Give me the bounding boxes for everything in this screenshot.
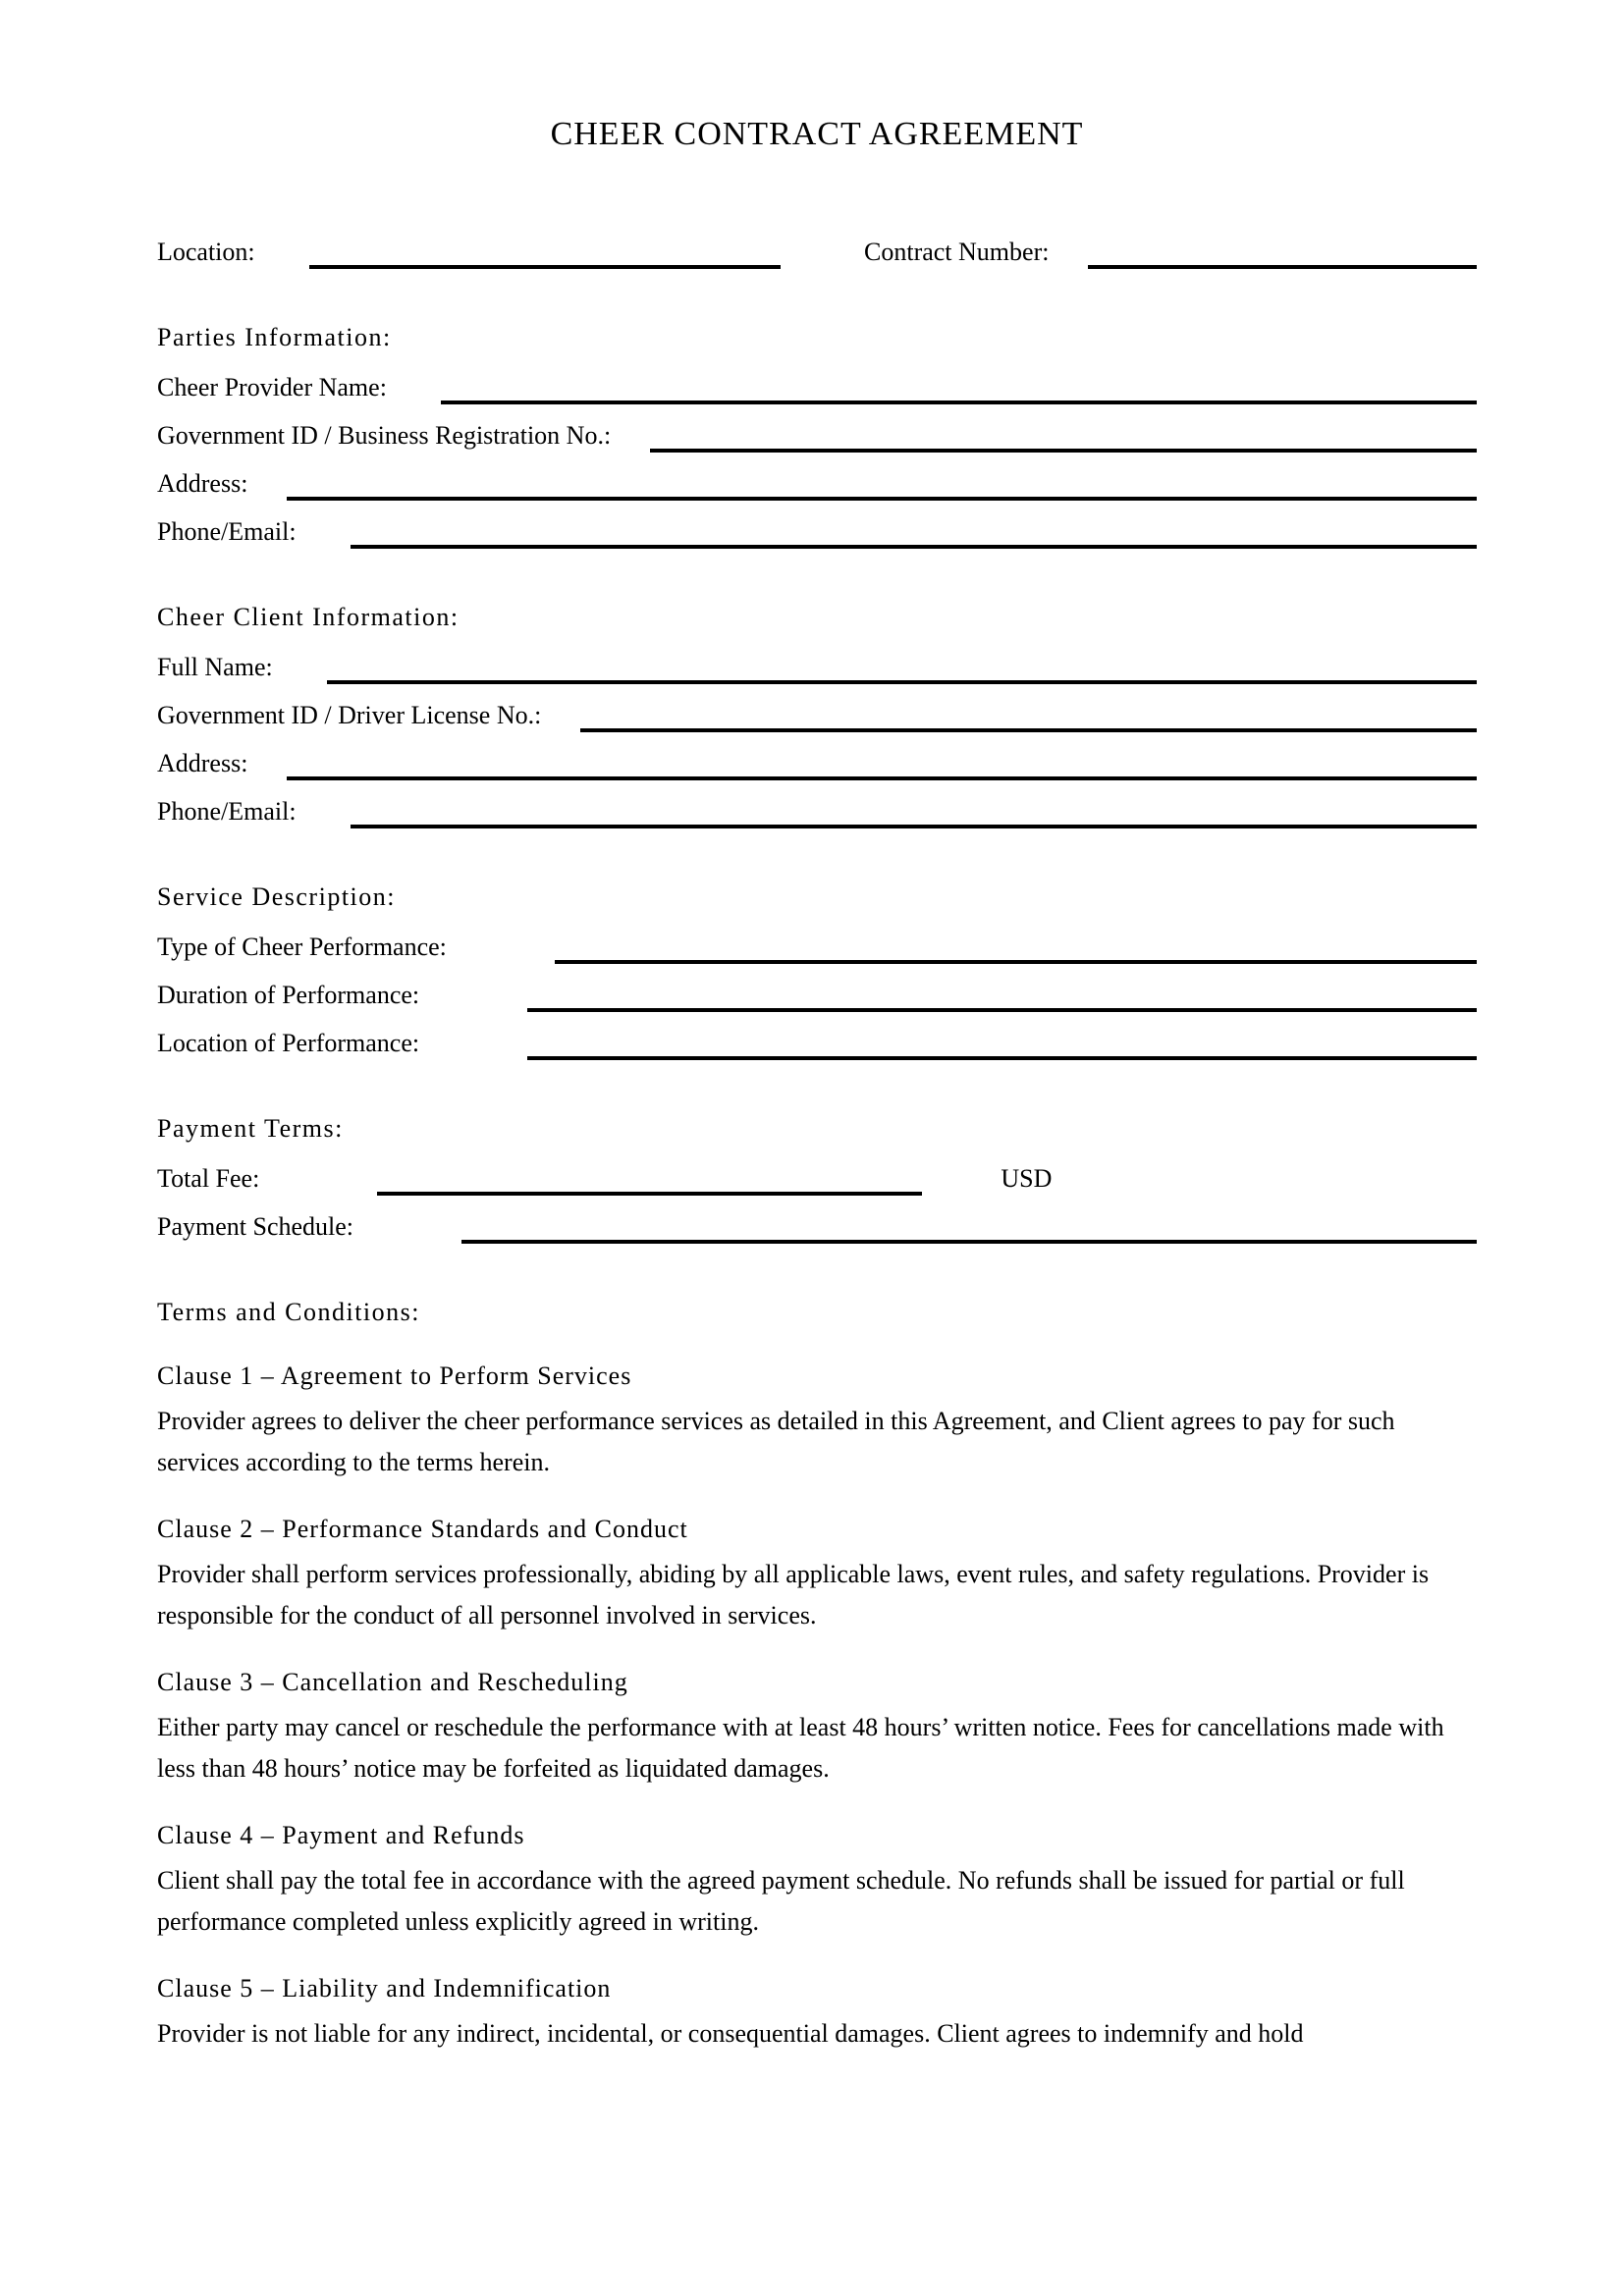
- total-fee-field: [157, 1156, 1477, 1196]
- location-label: Location:: [157, 238, 255, 266]
- performance-duration-field: [157, 973, 1477, 1012]
- client-phone-email-blank-line: [351, 789, 1477, 828]
- provider-gov-id-label: Government ID / Business Registration No.:: [157, 421, 612, 450]
- clause-1-body: Provider agrees to deliver the cheer performance services as detailed in this Agreement, and Client agrees to pay for such services according to the terms herein.: [157, 1407, 1395, 1476]
- provider-phone-email-label: Phone/Email:: [157, 517, 297, 546]
- client-phone-email-label: Phone/Email:: [157, 797, 297, 826]
- performance-duration-label: Duration of Performance:: [157, 981, 420, 1009]
- payment-schedule-field: [157, 1204, 1477, 1244]
- contract-number-label: Contract Number:: [864, 238, 1050, 266]
- performance-type-blank-line: [555, 925, 1477, 964]
- parties-section-heading: Parties Information:: [157, 323, 392, 351]
- client-address-label: Address:: [157, 749, 248, 777]
- clause-5-body: Provider is not liable for any indirect, incidental, or consequential damages. Client agrees to indemnify and hold: [157, 2019, 1304, 2048]
- total-fee-label: Total Fee:: [157, 1164, 260, 1193]
- performance-location-label: Location of Performance:: [157, 1029, 420, 1057]
- client-gov-id-blank-line: [580, 693, 1477, 732]
- performance-location-blank-line: [527, 1021, 1477, 1060]
- clause-2-body: Provider shall perform services professionally, abiding by all applicable laws, event rules, and safety regulations. Provider is responsible for the conduct of all personnel involved in services.: [157, 1560, 1430, 1629]
- clause-4-body: Client shall pay the total fee in accordance with the agreed payment schedule. No refunds shall be issued for partial or full performance completed unless explicitly agreed in writing.: [157, 1866, 1405, 1936]
- performance-location-field: [157, 1021, 1477, 1060]
- clause-5: [157, 1970, 1477, 2055]
- client-full-name-label: Full Name:: [157, 653, 273, 681]
- provider-address-field: [157, 461, 1477, 501]
- provider-name-label: Cheer Provider Name:: [157, 373, 387, 401]
- provider-gov-id-blank-line: [650, 413, 1477, 453]
- provider-address-label: Address:: [157, 469, 248, 498]
- location-field: [157, 230, 781, 269]
- currency-label: USD: [1001, 1164, 1053, 1193]
- service-section-heading: Service Description:: [157, 882, 396, 911]
- clause-2-title: Clause 2 – Performance Standards and Conduct: [157, 1515, 688, 1543]
- client-address-blank-line: [287, 741, 1477, 780]
- clause-3: [157, 1664, 1477, 1789]
- page-title: CHEER CONTRACT AGREEMENT: [550, 116, 1084, 152]
- client-full-name-field: [157, 645, 1477, 684]
- provider-address-blank-line: [287, 461, 1477, 501]
- provider-name-field: [157, 365, 1477, 404]
- client-gov-id-label: Government ID / Driver License No.:: [157, 701, 542, 729]
- performance-duration-blank-line: [527, 973, 1477, 1012]
- payment-schedule-label: Payment Schedule:: [157, 1212, 354, 1241]
- performance-type-label: Type of Cheer Performance:: [157, 933, 447, 961]
- clause-2: [157, 1511, 1477, 1636]
- payment-section-heading: Payment Terms:: [157, 1114, 344, 1143]
- provider-phone-email-blank-line: [351, 509, 1477, 549]
- contract-number-field: [864, 230, 1477, 269]
- client-address-field: [157, 741, 1477, 780]
- client-phone-email-field: [157, 789, 1477, 828]
- location-blank-line: [309, 230, 781, 269]
- payment-schedule-blank-line: [461, 1204, 1477, 1244]
- clause-3-body: Either party may cancel or reschedule the performance with at least 48 hours’ written notice. Fees for cancellations made with less than 48 hours’ notice may be forfeited as liquidated damages.: [157, 1713, 1444, 1783]
- clause-4-title: Clause 4 – Payment and Refunds: [157, 1821, 525, 1849]
- client-gov-id-field: [157, 693, 1477, 732]
- contract-number-blank-line: [1088, 230, 1477, 269]
- clause-1: [157, 1358, 1477, 1483]
- clause-1-title: Clause 1 – Agreement to Perform Services: [157, 1362, 632, 1390]
- client-full-name-blank-line: [327, 645, 1477, 684]
- clause-4: [157, 1817, 1477, 1943]
- total-fee-blank-line: [377, 1156, 922, 1196]
- header-fields-row: [157, 230, 1477, 269]
- provider-gov-id-field: [157, 413, 1477, 453]
- client-section-heading: Cheer Client Information:: [157, 603, 460, 631]
- clause-5-title: Clause 5 – Liability and Indemnification: [157, 1974, 612, 2002]
- performance-type-field: [157, 925, 1477, 964]
- terms-section-heading: Terms and Conditions:: [157, 1298, 421, 1326]
- clause-3-title: Clause 3 – Cancellation and Rescheduling: [157, 1668, 628, 1696]
- provider-name-blank-line: [441, 365, 1477, 404]
- provider-phone-email-field: [157, 509, 1477, 549]
